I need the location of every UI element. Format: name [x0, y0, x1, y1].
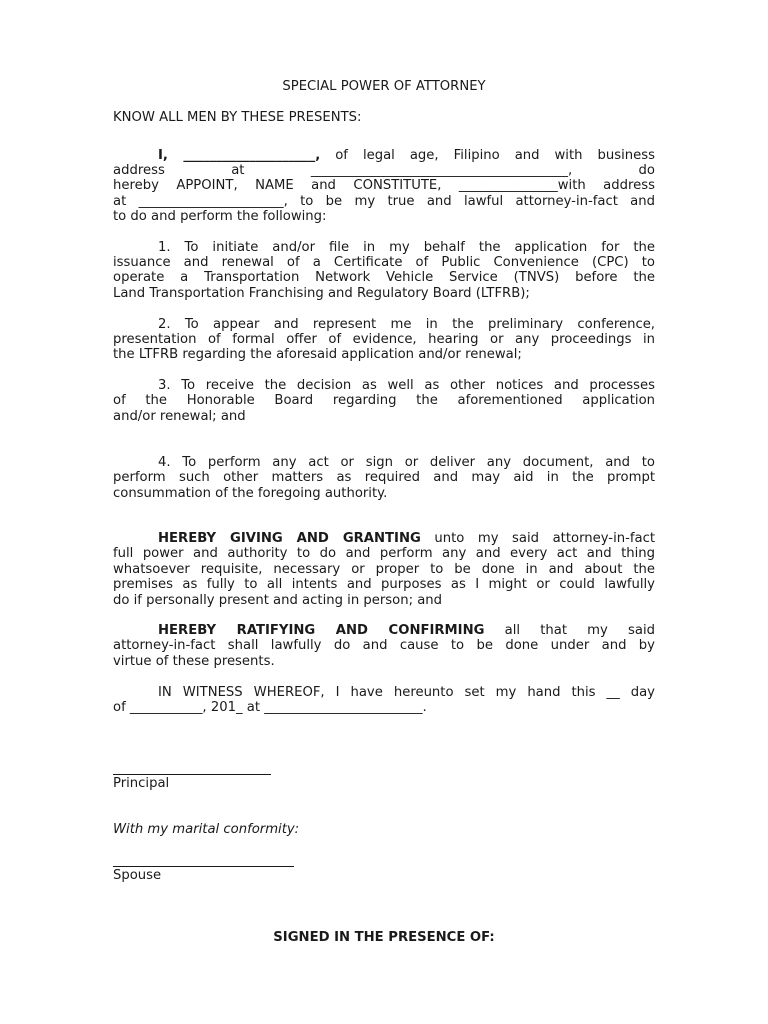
giving-line-1 — [113, 531, 655, 547]
item-2-line-1: 2. To appear and represent me in the preliminary conference, — [158, 317, 655, 332]
signed-presence-heading: SIGNED IN THE PRESENCE OF: — [273, 930, 495, 945]
giving-heading: HEREBY GIVING AND GRANTING — [158, 531, 421, 546]
giving-line-2: full power and authority to do and perform any and every act and thing — [113, 546, 655, 561]
item-3-line-1: 3. To receive the decision as well as other notices and processes — [158, 378, 655, 393]
appointment-line-4: at ______________________, to be my true and lawful attorney-in-fact and — [113, 194, 655, 209]
intro-line: KNOW ALL MEN BY THESE PRESENTS: — [113, 110, 362, 125]
giving-line-1-rest: unto my said attorney-in-fact — [420, 531, 655, 546]
witness-line-1: IN WITNESS WHEREOF, I have hereunto set my hand this __ day — [158, 685, 655, 700]
appointment-line-1 — [113, 148, 655, 164]
giving-line-5: do if personally present and acting in person; and — [113, 593, 443, 608]
appointment-line-3: hereby APPOINT, NAME and CONSTITUTE, _______________with address — [113, 178, 655, 193]
item-4-line-2: perform such other matters as required and may aid in the prompt — [113, 470, 655, 485]
item-2-line-3: the LTFRB regarding the aforesaid application and/or renewal; — [113, 347, 522, 362]
ratifying-line-3: virtue of these presents. — [113, 654, 275, 669]
spouse-label: Spouse — [113, 868, 162, 883]
ratifying-line-1-rest: all that my said — [484, 623, 655, 638]
document-title: SPECIAL POWER OF ATTORNEY — [282, 79, 486, 94]
item-1-line-3: operate a Transportation Network Vehicle Service (TNVS) before the — [113, 270, 655, 285]
item-3-line-3: and/or renewal; and — [113, 409, 246, 424]
principal-label: Principal — [113, 776, 170, 791]
principal-signature-line — [113, 774, 271, 775]
appointment-line-2: address at _______________________________________, do — [113, 163, 655, 178]
spouse-signature-line — [113, 866, 294, 867]
item-1-line-1: 1. To initiate and/or file in my behalf the application for the — [158, 240, 655, 255]
item-2-line-2: presentation of formal offer of evidence, hearing or any proceedings in — [113, 332, 655, 347]
principal-name-blank: I, ____________________, — [158, 148, 321, 163]
witness-line-2: of ___________, 201_ at ________________________. — [113, 700, 427, 715]
item-3-line-2: of the Honorable Board regarding the aforementioned application — [113, 393, 655, 408]
giving-line-4: premises as fully to all intents and purposes as I might or could lawfully — [113, 577, 655, 592]
item-1-line-4: Land Transportation Franchising and Regulatory Board (LTFRB); — [113, 286, 530, 301]
appointment-line-5: to do and perform the following: — [113, 209, 327, 224]
giving-line-3: whatsoever requisite, necessary or proper to be done in and about the — [113, 562, 655, 577]
ratifying-line-1 — [113, 623, 655, 639]
ratifying-heading: HEREBY RATIFYING AND CONFIRMING — [158, 623, 485, 638]
ratifying-line-2: attorney-in-fact shall lawfully do and cause to be done under and by — [113, 638, 655, 653]
item-4-line-1: 4. To perform any act or sign or deliver any document, and to — [158, 455, 655, 470]
appointment-line-1-rest: of legal age, Filipino and with business — [320, 148, 655, 163]
marital-conformity-label: With my marital conformity: — [113, 822, 300, 837]
item-4-line-3: consummation of the foregoing authority. — [113, 486, 388, 501]
item-1-line-2: issuance and renewal of a Certificate of Public Convenience (CPC) to — [113, 255, 655, 270]
